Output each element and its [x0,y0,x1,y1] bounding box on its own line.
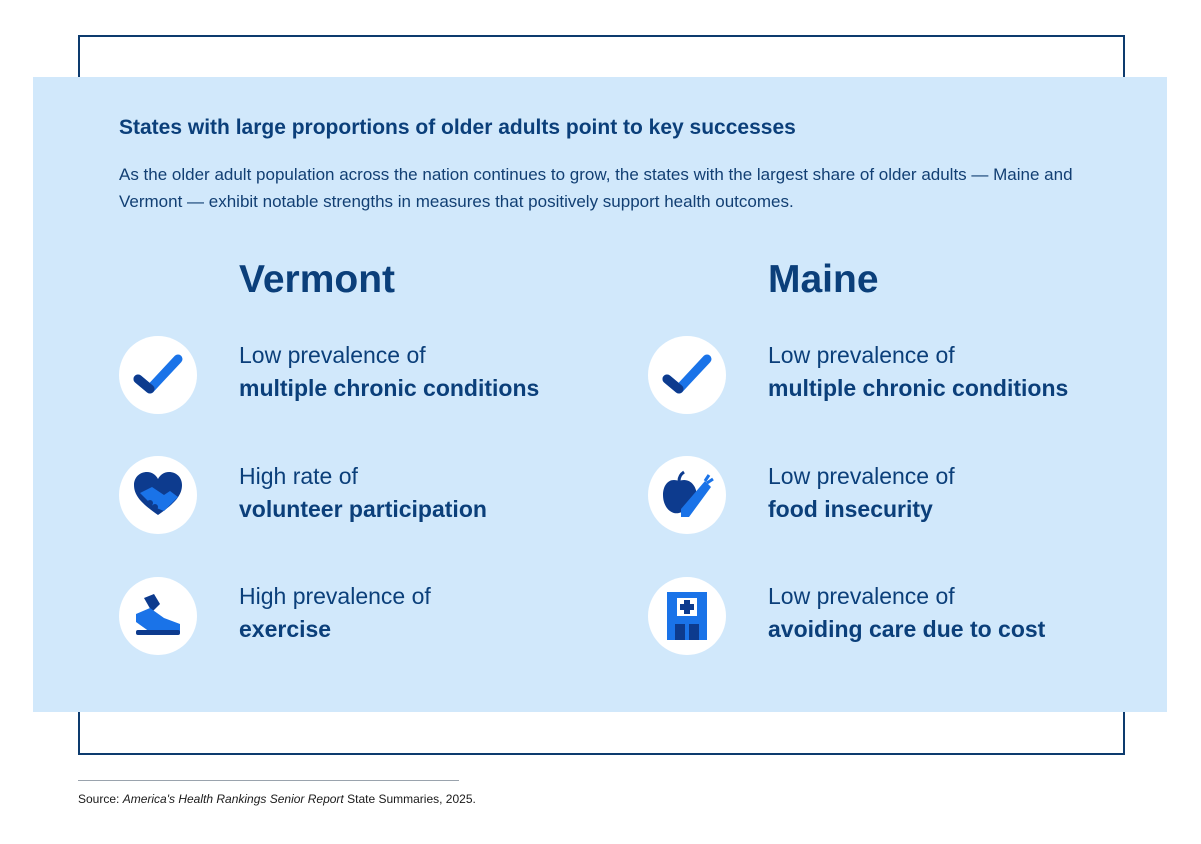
source-suffix: State Summaries, 2025. [343,792,476,806]
maine-title: Maine [768,258,879,301]
item-label-measure: volunteer participation [239,496,487,522]
source-note [78,792,476,806]
checkmark-icon [119,336,197,414]
apple-carrot-icon [648,456,726,534]
item-label-lead: Low prevalence of [768,463,955,489]
footnote-divider [78,780,459,781]
section-heading: States with large proportions of older adults point to key successes [119,116,796,139]
item-label-measure: multiple chronic conditions [768,375,1069,401]
intro-paragraph: As the older adult population across the nation continues to grow, the states with the largest share of older adults — Maine and Vermont — exhibit notable strengths in measures that positively support health outcomes. [119,165,1073,211]
checkmark-icon [648,336,726,414]
item-label-lead: Low prevalence of [239,342,426,368]
item-label-measure: multiple chronic conditions [239,375,540,401]
heart-handshake-icon [119,456,197,534]
source-report-title: America's Health Rankings Senior Report [122,792,344,806]
item-label-measure: food insecurity [768,496,933,522]
item-label-measure: avoiding care due to cost [768,616,1046,642]
item-label-lead: Low prevalence of [768,583,955,609]
item-label-lead: High prevalence of [239,583,431,609]
item-label-lead: Low prevalence of [768,342,955,368]
hospital-icon [648,577,726,655]
sneaker-icon [119,577,197,655]
item-label-measure: exercise [239,616,332,642]
source-prefix: Source: [78,792,123,806]
vermont-title: Vermont [239,258,396,301]
item-label-lead: High rate of [239,463,358,489]
